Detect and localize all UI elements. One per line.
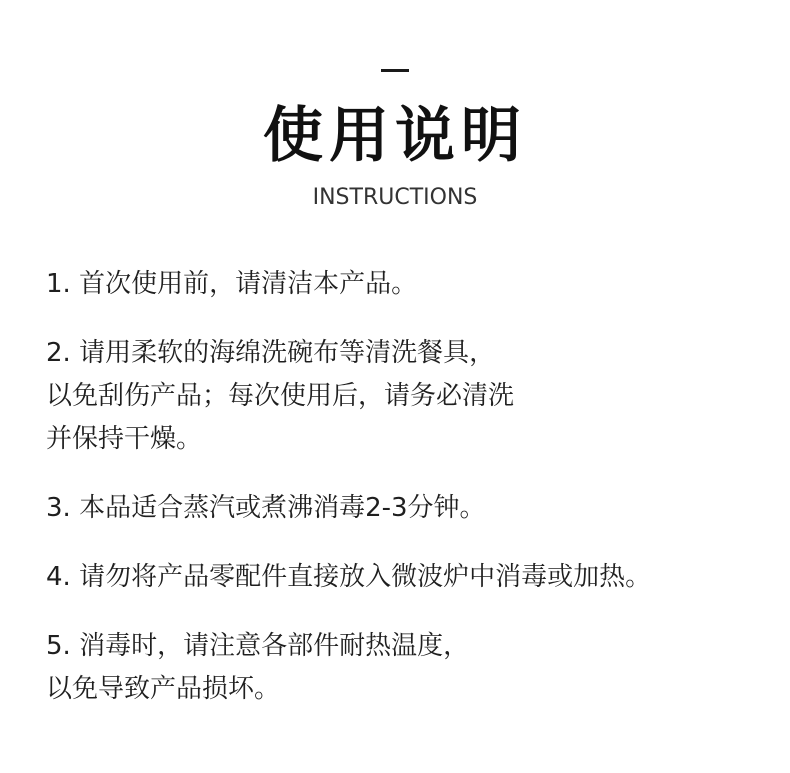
instruction-line: 1. 首次使用前，请清洁本产品。 xyxy=(46,269,418,299)
instruction-list xyxy=(46,263,786,737)
instruction-item-5 xyxy=(46,625,786,711)
instruction-item-4 xyxy=(46,556,786,599)
instruction-item-2 xyxy=(46,332,786,461)
title-dash-decoration xyxy=(381,69,409,72)
instruction-line: 并保持干燥。 xyxy=(46,424,203,454)
instruction-line: 以免刮伤产品；每次使用后，请务必清洗 xyxy=(46,381,515,411)
instruction-item-3 xyxy=(46,487,786,530)
instruction-line: 以免导致产品损坏。 xyxy=(46,674,281,704)
instruction-line: 2. 请用柔软的海绵洗碗布等清洗餐具， xyxy=(46,338,496,368)
page-subtitle: INSTRUCTIONS xyxy=(312,185,478,210)
instruction-line: 3. 本品适合蒸汽或煮沸消毒2-3分钟。 xyxy=(46,493,486,523)
page-title: 使用说明 xyxy=(263,101,527,171)
instruction-line: 5. 消毒时，请注意各部件耐热温度， xyxy=(46,631,470,661)
instruction-line: 4. 请勿将产品零配件直接放入微波炉中消毒或加热。 xyxy=(46,562,652,592)
instruction-item-1 xyxy=(46,263,786,306)
